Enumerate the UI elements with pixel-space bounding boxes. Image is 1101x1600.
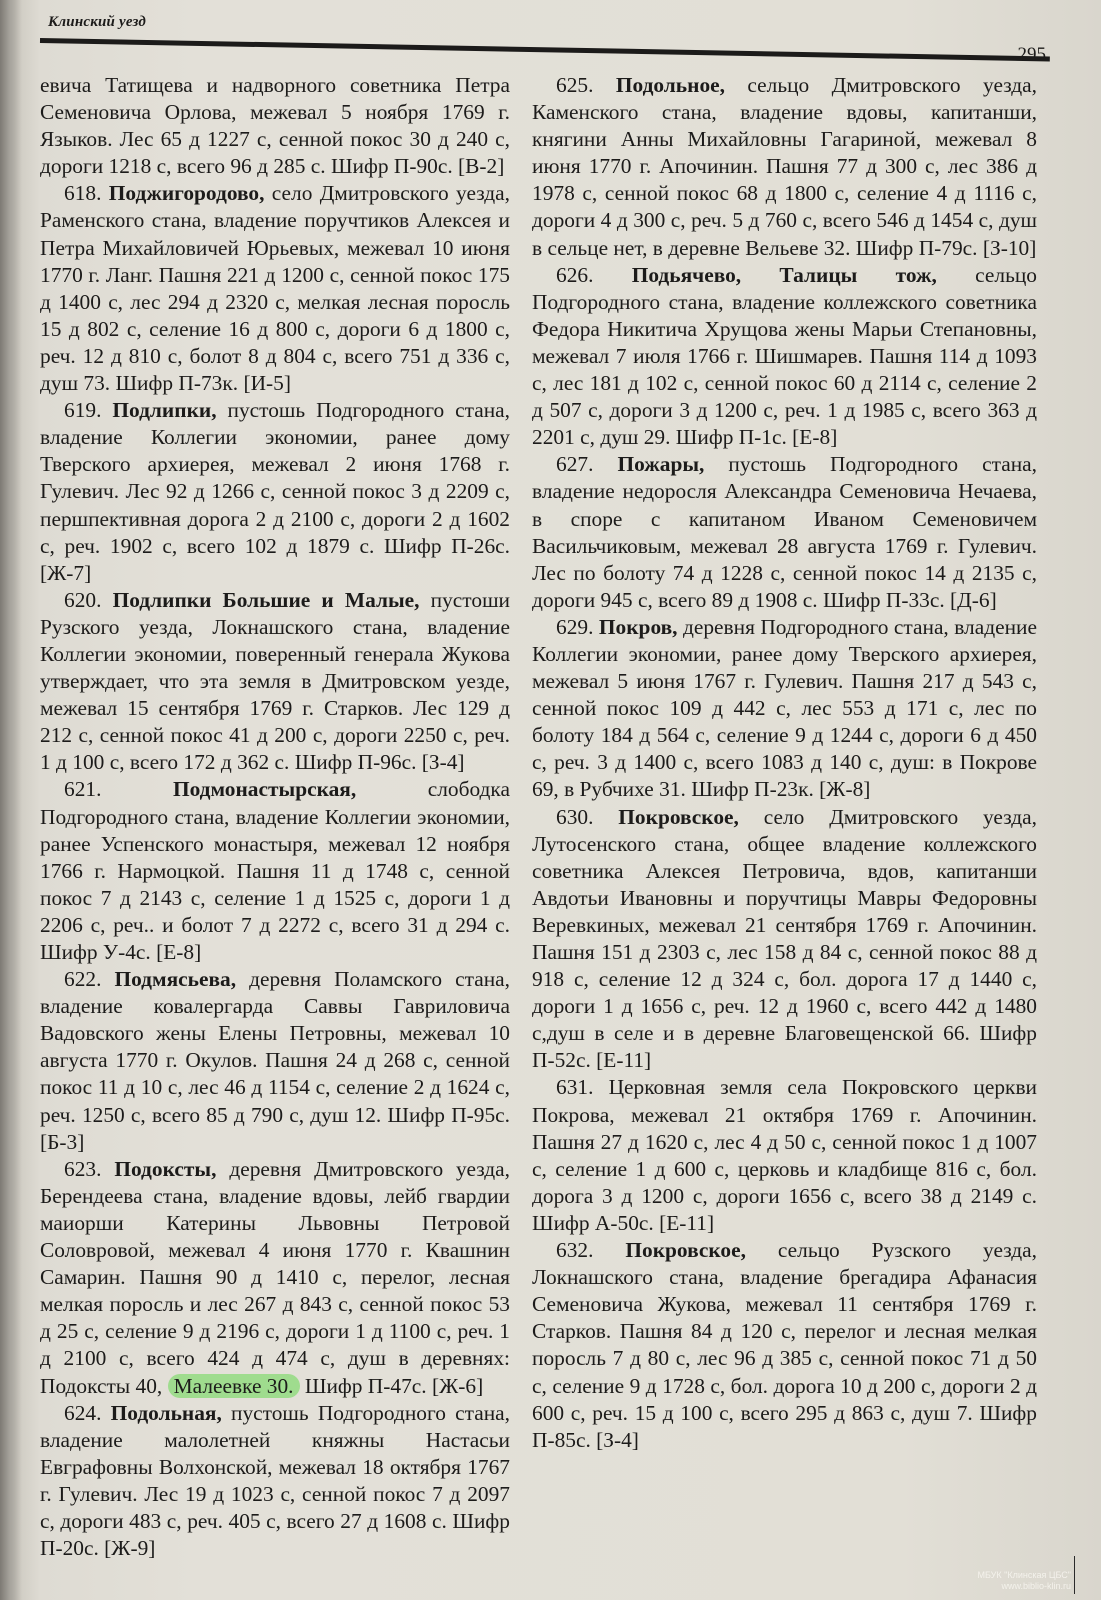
gazetteer-entry	[40, 72, 510, 180]
gazetteer-entry	[532, 1237, 1037, 1454]
watermark-divider	[1074, 1556, 1075, 1594]
header-rule	[40, 38, 1050, 62]
gazetteer-entry	[532, 1074, 1037, 1237]
entry-text: деревня Подгородного стана, владение Коллегии экономии, ранее дому Тверского архиерея, межевал 5 июня 1767 г. Гулевич. Пашня 217 д 543 с, сенной покос 109 д 442 с, лес 553 д 171 с, лес по болоту 184 д 564 с, селение 9 д 1244 с, дороги 6 д 450 с, реч. 3 д 1400 с, всего 1083 д 140 с, душ: в Покрове 69, в Рубчихе 31. Шифр П-23к. [Ж-8]	[532, 614, 1037, 802]
watermark-line-1: МБУК "Клинская ЦБС"	[977, 1570, 1071, 1580]
entry-number: 625.	[556, 73, 594, 97]
page-number: 295	[1017, 44, 1046, 65]
running-head: Клинский уезд	[48, 14, 147, 30]
gazetteer-entry	[532, 262, 1037, 452]
entry-number: 626.	[556, 262, 594, 287]
entry-text: сельцо Подгородного стана, владение коллежского советника Федора Никитича Хрущова жены Марьи Степановны, межевал 7 июля 1766 г. Шишмарев. Пашня 114 д 1093 с, лес 181 д 102 с, сенной покос 60 д 2114 с, селение 2 д 507 с, дороги 3 д 1200 с, реч. 1 д 1985 с, всего 363 д 2201 с, душ 29. Шифр П-1с. [Е-8]	[532, 262, 1037, 450]
gazetteer-entry	[40, 1156, 510, 1400]
entry-number: 630.	[556, 804, 594, 829]
entry-text: пустоши Рузского уезда, Локнашского стана, владение Коллегии экономии, поверенный генерала Жукова утверждает, что эта земля в Дмитровском уезде, межевал 15 сентября 1769 г. Старков. Лес 129 д 212 с, сенной покос 41 д 200 с, дороги 2250 с, реч. 1 д 100 с, всего 172 д 362 с. Шифр П-96с. [З-4]	[40, 587, 510, 775]
gazetteer-entry	[40, 397, 510, 587]
entry-place-name: Пожары,	[617, 452, 705, 477]
gazetteer-entry	[40, 966, 510, 1156]
gazetteer-entry	[532, 72, 1037, 262]
entry-text: село Дмитровского уезда, Лутосенского стана, общее владение коллежского советника Алексея Петровича, вдов, капитанши Авдотьи Ивановны и поручтицы Мавры Федоровны Веревкиных, межевал 21 сентября 1769 г. Апочинин. Пашня 151 д 2303 с, лес 158 д 84 с, сенной покос 88 д 918 с, селение 12 д 324 с, бол. дорога 17 д 1440 с, дороги 1 д 1656 с, реч. 12 д 1960 с, всего 442 д 1480 с,душ в селе и в деревне Благовещенской 66. Шифр П-52с. [Е-11]	[532, 804, 1037, 1073]
entry-number: 629.	[556, 614, 594, 639]
watermark-line-2: www.biblio-klin.ru	[1001, 1581, 1071, 1591]
entry-place-name: Подмонастырская,	[172, 777, 357, 802]
gazetteer-entry	[40, 776, 510, 966]
entry-text: Церковная земля села Покровского церкви Покрова, межевал 21 октября 1769 г. Апочинин. Пашня 27 д 1620 с, лес 4 д 50 с, сенной покос 1 д 1007 с, селение 1 д 600 с, церковь и кладбище 816 с, бол. дорога 3 д 1200 с, дороги 1656 с, всего 38 д 2149 с. Шифр А-50с. [Е-11]	[532, 1075, 1037, 1235]
gazetteer-entry	[40, 587, 510, 777]
entry-number: 631.	[556, 1075, 594, 1100]
entry-place-name: Подольная,	[110, 1400, 222, 1425]
book-gutter-shadow	[0, 0, 22, 1600]
entry-text: сельцо Дмитровского уезда, Каменского стана, владение вдовы, капитанши, княгини Анны Михайловны Гагариной, межевал 8 июня 1770 г. Апочинин. Пашня 77 д 300 с, лес 386 д 1978 с, сенной покос 68 д 1800 с, селение 4 д 1116 с, дороги 4 д 300 с, реч. 5 д 760 с, всего 546 д 1454 с, душ в сельце нет, в деревне Вельеве 32. Шифр П-79с. [З-10]	[532, 73, 1037, 260]
entry-number: 619.	[64, 398, 102, 423]
entry-text: слободка Подгородного стана, владение Коллегии экономии, ранее Успенского монастыря, межевал 12 ноября 1766 г. Нармоцкой. Пашня 11 д 1748 с, сенной покос 7 д 2143 с, селение 1 д 1525 с, дороги 1 д 2206 с, реч.. и болот 7 д 2272 с, всего 31 д 294 с. Шифр У-4с. [Е-8]	[40, 777, 510, 964]
gazetteer-entry	[532, 804, 1037, 1075]
entry-number: 627.	[556, 452, 594, 477]
entry-place-name: Поджигородово,	[108, 181, 265, 206]
entry-text: пустошь Подгородного стана, владение Коллегии экономии, ранее дому Тверского архиерея, межевал 2 июня 1768 г. Гулевич. Лес 92 д 1266 с, сенной покос 3 д 2209 с, першпективная дорога 2 д 2100 с, дороги 2 д 1602 с, реч. 1902 с, всего 102 д 1879 с. Шифр П-26с. [Ж-7]	[40, 398, 510, 585]
entry-place-name: Покровское,	[625, 1238, 746, 1263]
entry-number: 621.	[64, 777, 102, 802]
entry-number: 623.	[64, 1156, 102, 1181]
entry-text-tail: Шифр П-47с. [Ж-6]	[299, 1373, 484, 1398]
highlighted-text: Малеевке 30.	[168, 1374, 300, 1398]
entry-text: сельцо Рузского уезда, Локнашского стана, владение брегадира Афанасия Семеновича Жукова, межевал 11 сентября 1769 г. Старков. Пашня 84 д 120 с, перелог и лесная мелкая поросль 7 д 80 с, лес 96 д 385 с, сенной покос 71 д 50 с, селение 9 д 1728 с, бол. дорога 10 д 200 с, дороги 2 д 600 с, реч. 15 д 100 с, всего 295 д 863 с, душ 7. Шифр П-85с. [З-4]	[532, 1238, 1037, 1452]
entry-text: деревня Дмитровского уезда, Берендеева стана, владение вдовы, лейб гвардии маиорши Катерины Львовны Петровой Соловровой, межевал 4 июня 1770 г. Квашнин Самарин. Пашня 90 д 1410 с, перелог, лесная мелкая поросль и лес 267 д 843 с, сенной покос 53 д 25 с, селение 9 д 2196 с, дороги 1 д 1100 с, реч. 1 д 2100 с, всего 424 д 474 с, душ в деревнях: Подоксты 40,	[40, 1156, 510, 1398]
left-column	[40, 72, 510, 1562]
entry-place-name: Покровское,	[618, 804, 739, 829]
gazetteer-entry	[532, 451, 1037, 614]
entry-place-name: Подлипки Большие и Малые,	[112, 587, 420, 612]
entry-text: село Дмитровского уезда, Раменского стана, владение поручтиков Алексея и Петра Михайловичей Юрьевых, межевал 10 июня 1770 г. Ланг. Пашня 221 д 1200 с, сенной покос 175 д 1400 с, лес 294 д 2320 с, мелкая лесная поросль 15 д 802 с, селение 16 д 800 с, дороги 6 д 1800 с, реч. 12 д 810 с, болот 8 д 804 с, всего 751 д 336 с, душ 73. Шифр П-73к. [И-5]	[40, 181, 510, 396]
gazetteer-entry	[40, 1400, 510, 1563]
right-column	[532, 72, 1037, 1454]
entry-number: 618.	[64, 181, 102, 206]
entry-text: пустошь Подгородного стана, владение недоросля Александра Семеновича Нечаева, в споре с капитаном Иваном Семеновичем Васильчиковым, межевал 28 августа 1769 г. Гулевич. Лес по болоту 74 д 1228 с, сенной покос 14 д 2135 с, дороги 945 с, всего 89 д 1908 с. Шифр П-33с. [Д-6]	[532, 452, 1037, 612]
entry-text: деревня Поламского стана, владение ковалергарда Саввы Гавриловича Вадовского жены Елены Петровны, межевал 10 августа 1770 г. Окулов. Пашня 24 д 268 с, сенной покос 11 д 10 с, лес 46 д 1154 с, селение 2 д 1624 с, реч. 1250 с, всего 85 д 790 с, душ 12. Шифр П-95с. [Б-3]	[40, 967, 510, 1154]
entry-number: 624.	[64, 1400, 102, 1425]
entry-text: евича Татищева и надворного советника Петра Семеновича Орлова, межевал 5 ноября 1769 г. Языков. Лес 65 д 1227 с, сенной покос 30 д 240 с, дороги 1218 с, всего 96 д 285 с. Шифр П-90с. [В-2]	[40, 73, 510, 179]
entry-place-name: Подмясьева,	[114, 967, 237, 992]
entry-text: пустошь Подгородного стана, владение малолетней княжны Настасьи Евграфовны Волхонской, межевал 18 октября 1767 г. Гулевич. Лес 19 д 1023 с, сенной покос 7 д 2097 с, дороги 483 с, реч. 405 с, всего 27 д 1608 с. Шифр П-20с. [Ж-9]	[40, 1400, 510, 1561]
entry-number: 632.	[556, 1238, 594, 1263]
entry-place-name: Подьячево, Талицы тож,	[631, 262, 937, 287]
gazetteer-entry	[532, 614, 1037, 804]
entry-place-name: Подоксты,	[114, 1156, 217, 1181]
library-watermark	[977, 1570, 1071, 1592]
entry-place-name: Подлипки,	[112, 398, 217, 423]
entry-number: 620.	[64, 587, 102, 612]
entry-number: 622.	[64, 967, 102, 992]
entry-place-name: Покров,	[598, 614, 678, 639]
gazetteer-entry	[40, 180, 510, 397]
entry-place-name: Подольное,	[615, 73, 725, 97]
